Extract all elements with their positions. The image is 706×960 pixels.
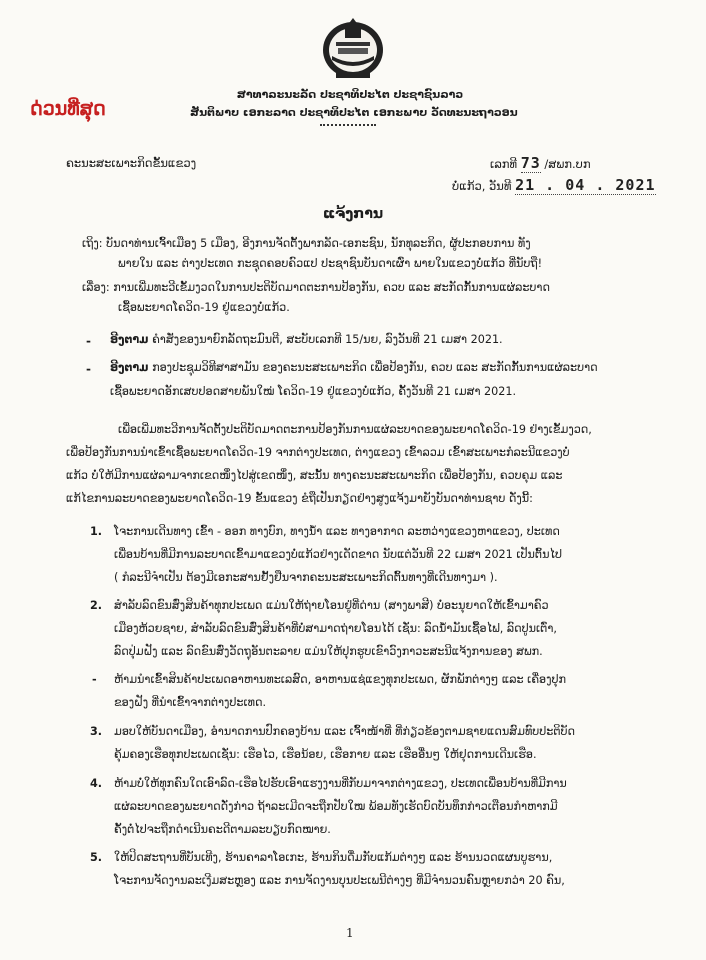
document-title: ແຈ້ງການ (322, 206, 384, 222)
number-suffix: /ສພກ.ບກ (544, 157, 591, 171)
reference-1-label: ອີງຕາມ (110, 333, 149, 346)
item-1-line-1: ໂຈະການເດີນທາງ ເຂົ້າ - ອອກ ທາງບົກ, ທາງນ້ຳ ແລະ ທາງອາກາດ ລະຫວ່າງແຂວງຫາແຂວງ, ປະເທດ (114, 525, 560, 538)
nation-line-2: ສັນຕິພາບ ເອກະລາດ ປະຊາທິປະໄຕ ເອກະພາບ ວັດທະນະຖາວອນ (190, 106, 518, 119)
intro-line-2: ເພື່ອປ້ອງກັນການນຳເຂົ້າເຊື້ອພະຍາດໂຄວິດ-19 ຈາກຕ່າງປະເທດ, ຕ່າງແຂວງ ເຂົ້າລວມ ເຂົ້າສະເພາະກໍລະນີແຂວງບໍ່ (66, 446, 570, 459)
item-1-line-3: ( ກໍລະນີຈຳເປັນ ຕ້ອງມີເອກະສານຢັ້ງຢືນຈາກຄະນະສະເພາະກິດຕົ້ນທາງທີ່ເດີນທາງມາ ). (114, 571, 498, 584)
recipients-line (82, 238, 531, 249)
number-value: 73 (520, 154, 541, 172)
reference-bullet: - (86, 362, 91, 376)
recipients-text-2: ພາຍໃນ ແລະ ຕ່າງປະເທດ ກະຊຸດຄອບຄົວແປ ປະຊາຊົນບັນດາເຜົ່າ ພາຍໃນແຂວງບໍ່ແກ້ວ ທີ່ນັບຖື! (118, 257, 543, 270)
item-3-number: 3. (90, 725, 103, 738)
item-4-line-3: ຄັ້ງຕໍ່ໄປຈະຖືກດຳເນີນຄະດີຕາມລະບຽບກົດໝາຍ. (114, 823, 331, 836)
intro-line-4: ແກ້ໄຂການລະບາດຂອງພະຍາດໂຄວິດ-19 ຂັ້ນແຂວງ ຂໍຖືເປັນກຽດຢ່າງສູງແຈ້ງມາຍັງບັນດາທ່ານຊາບ ດັ່ງນີ້: (66, 492, 533, 505)
item-dash-line-2: ຂອງຝັງ ທີ່ນຳເຂົ້າຈາກຕ່າງປະເທດ. (114, 696, 267, 709)
subject-label: ເລື່ອງ: (82, 281, 110, 294)
item-2-line-1: ສຳລັບລົດຂົນສົ່ງສິນຄ້າທຸກປະເພດ ແມ່ນໃຫ້ຖ່າຍໂອນຢູ່ທີ່ດ່ານ (ສາງພາສີ) ບໍ່ອະນຸຍາດໃຫ້ເຂົ້າມາຄົວ (114, 599, 549, 612)
item-4-number: 4. (90, 777, 103, 790)
reference-bullet: - (86, 334, 91, 348)
item-3-line-1: ມອບໃຫ້ບັນດາເມືອງ, ອຳນາດການປົກຄອງບ້ານ ແລະ ເຈົ້າໜ້າທີ່ ທີ່ກ່ຽວຂ້ອງຕາມຊາຍແດນສົມທົບປະຕິບັດ (114, 725, 576, 738)
urgent-stamp: ດ່ວນທີ່ສຸດ (30, 98, 106, 120)
reference-1-text: ຄຳສັ່ງຂອງນາຍົກລັດຖະມົນຕີ, ສະບັບເລກທີ 15/ນຍ, ລົງວັນທີ 21 ເມສາ 2021. (152, 333, 503, 346)
subject-text-1: ການເພີ່ມທະວີເຂັ້ມງວດໃນການປະຕິບັດມາດຕະການປ້ອງກັນ, ຄວບ ແລະ ສະກັດກັ້ນການແຜ່ລະບາດ (113, 281, 550, 294)
date-value: 21 . 04 . 2021 (515, 176, 656, 194)
item-1-number: 1. (90, 525, 103, 538)
item-5-number: 5. (90, 851, 103, 864)
item-5-line-2: ໂຈະການຈັດງານລະເງີມສະຫຼອງ ແລະ ການຈັດງານບຸນປະເພນີຕ່າງໆ ທີ່ມີຈຳນວນຄົນຫຼາຍກວ່າ 20 ຄົນ, (114, 874, 565, 887)
reference-2-text-2: ເຊື້ອພະຍາດອັກເສບປອດສາຍພັນໃໝ່ ໂຄວິດ-19 ຢູ່ແຂວງບໍ່ແກ້ວ, ຄັ້ງວັນທີ 21 ເມສາ 2021. (110, 385, 517, 398)
divider (320, 124, 376, 126)
item-1-line-2: ເພື່ອນບ້ານທີ່ມີການລະບາດເຂົ້າມາແຂວງບໍ່ແກ້ວຢ່າງເດັດຂາດ ນັບແຕ່ວັນທີ 22 ເມສາ 2021 ເປັນຕົ້ນໄປ (114, 548, 562, 561)
recipients-label: ເຖິງ: (82, 237, 103, 250)
item-4-line-2: ແຜ່ລະບາດຂອງພະຍາດດັ່ງກ່າວ ຖ້າລະເມີດຈະຖືກປັບໃໝ ພ້ອມທັງເຮັດບົດບັນທຶກກ່າວເຕືອນກໍາຫາກມີ (114, 800, 558, 813)
item-4-line-1: ຫ້າມບໍ່ໃຫ້ທຸກຄົນໃດເອົາລົດ-ເຮືອໄປຮັບເອົາແຮງງານທີ່ກັບມາຈາກຕ່າງແຂວງ, ປະເທດເພື່ອນບ້ານທີ່ມີການ (114, 777, 567, 790)
reference-2 (110, 362, 598, 373)
national-emblem-icon (314, 12, 392, 84)
item-dash-line-1: ຫ້າມນຳເຂົ້າສິນຄ້າປະເພດອາຫານທະເລສົດ, ອາຫານແຊ່ແຂງທຸກປະເພດ, ຜັກພັກຕ່າງໆ ແລະ ເຄື່ອງປຸກ (114, 673, 566, 686)
issuer-name: ຄະນະສະເພາະກິດຂັ້ນແຂວງ (66, 156, 197, 170)
intro-line-1: ເພື່ອເພີ່ມທະວີການຈັດຕັ້ງປະຕິບັດມາດຕະການປ້ອງກັນການແຜ່ລະບາດຂອງພະຍາດໂຄວິດ-19 ຢ່າງເຂັ້ມງວດ, (118, 423, 592, 436)
item-2-number: 2. (90, 599, 103, 612)
document-date (452, 176, 656, 194)
number-label: ເລກທີ (490, 157, 518, 171)
item-3-line-2: ຄຸ້ມຄອງເຮືອທຸກປະເພດເຊັ່ນ: ເຮືອໄວ, ເຮືອນ້ອຍ, ເຮືອກາຍ ແລະ ເຮືອອື່ນໆ ໃຫ້ຢຸດການເດີນເຮືອ. (114, 748, 537, 761)
intro-line-3: ແກ້ວ ບໍ່ໃຫ້ມີການແຜ່ລາມຈາກເຂດໜຶ່ງໄປສູ່ເຂດໜຶ່ງ, ສະນັ້ນ ທາງຄະນະສະເພາະກິດ ເພື່ອປ້ອງກັນ, ຄວບຄຸມ ແລະ (66, 469, 563, 482)
recipients-text-1: ບັນດາທ່ານເຈົ້າເມືອງ 5 ເມືອງ, ອີງການຈັດຕັ້ງພາກລັດ-ເອກະຊົນ, ນັກທຸລະກິດ, ຜູ້ປະກອບການ ທັງ (106, 237, 531, 250)
reference-2-label: ອີງຕາມ (110, 361, 149, 374)
reference-2-text-1: ກອງປະຊຸມວິທີສາສາມັນ ຂອງຄະນະສະເພາະກິດ ເພື່ອປ້ອງກັນ, ຄວບ ແລະ ສະກັດກັ້ນການແຜ່ລະບາດ (152, 361, 598, 374)
page-number: 1 (346, 926, 354, 940)
item-2-line-3: ລົດປຸ່ມຝັງ ແລະ ລົດຂົນສົ່ງວັດຖຸອັນຕະລາຍ ແມ່ນໃຫ້ປຸກຮູບເຂົາວົງກາວະສະນີແຈ້ງການຂອງ ສພກ. (114, 645, 543, 658)
subject-line (82, 282, 550, 293)
subject-text-2: ເຊື້ອພະຍາດໂຄວິດ-19 ຢູ່ແຂວງບໍ່ແກ້ວ. (118, 301, 290, 314)
nation-line-1: ສາທາລະນະລັດ ປະຊາທິປະໄຕ ປະຊາຊົນລາວ (236, 88, 464, 101)
reference-1 (110, 334, 503, 345)
document-number (490, 154, 591, 172)
item-2-line-2: ເມືອງຫ້ວຍຊາຍ, ສຳລັບລົດຂົນສົ່ງສິນຄ້າທີ່ບໍ່ສາມາດຖ່າຍໂອນໄດ້ ເຊັ່ນ: ລົດນ້ຳມັນເຊື້ອໄຟ, ລົດປູນເຕົ່າ, (114, 622, 557, 635)
item-5-line-1: ໃຫ້ປິດສະຖານທີ່ບັນເທີງ, ຮ້ານຄາລາໂອເກະ, ຮ້ານກິນດື່ມກັບແກ້ມຕ່າງໆ ແລະ ຮ້ານນວດແຜນບູຮານ, (114, 851, 553, 864)
item-dash-number: - (92, 673, 97, 686)
date-label: ບໍ່ແກ້ວ, ວັນທີ (452, 179, 512, 193)
